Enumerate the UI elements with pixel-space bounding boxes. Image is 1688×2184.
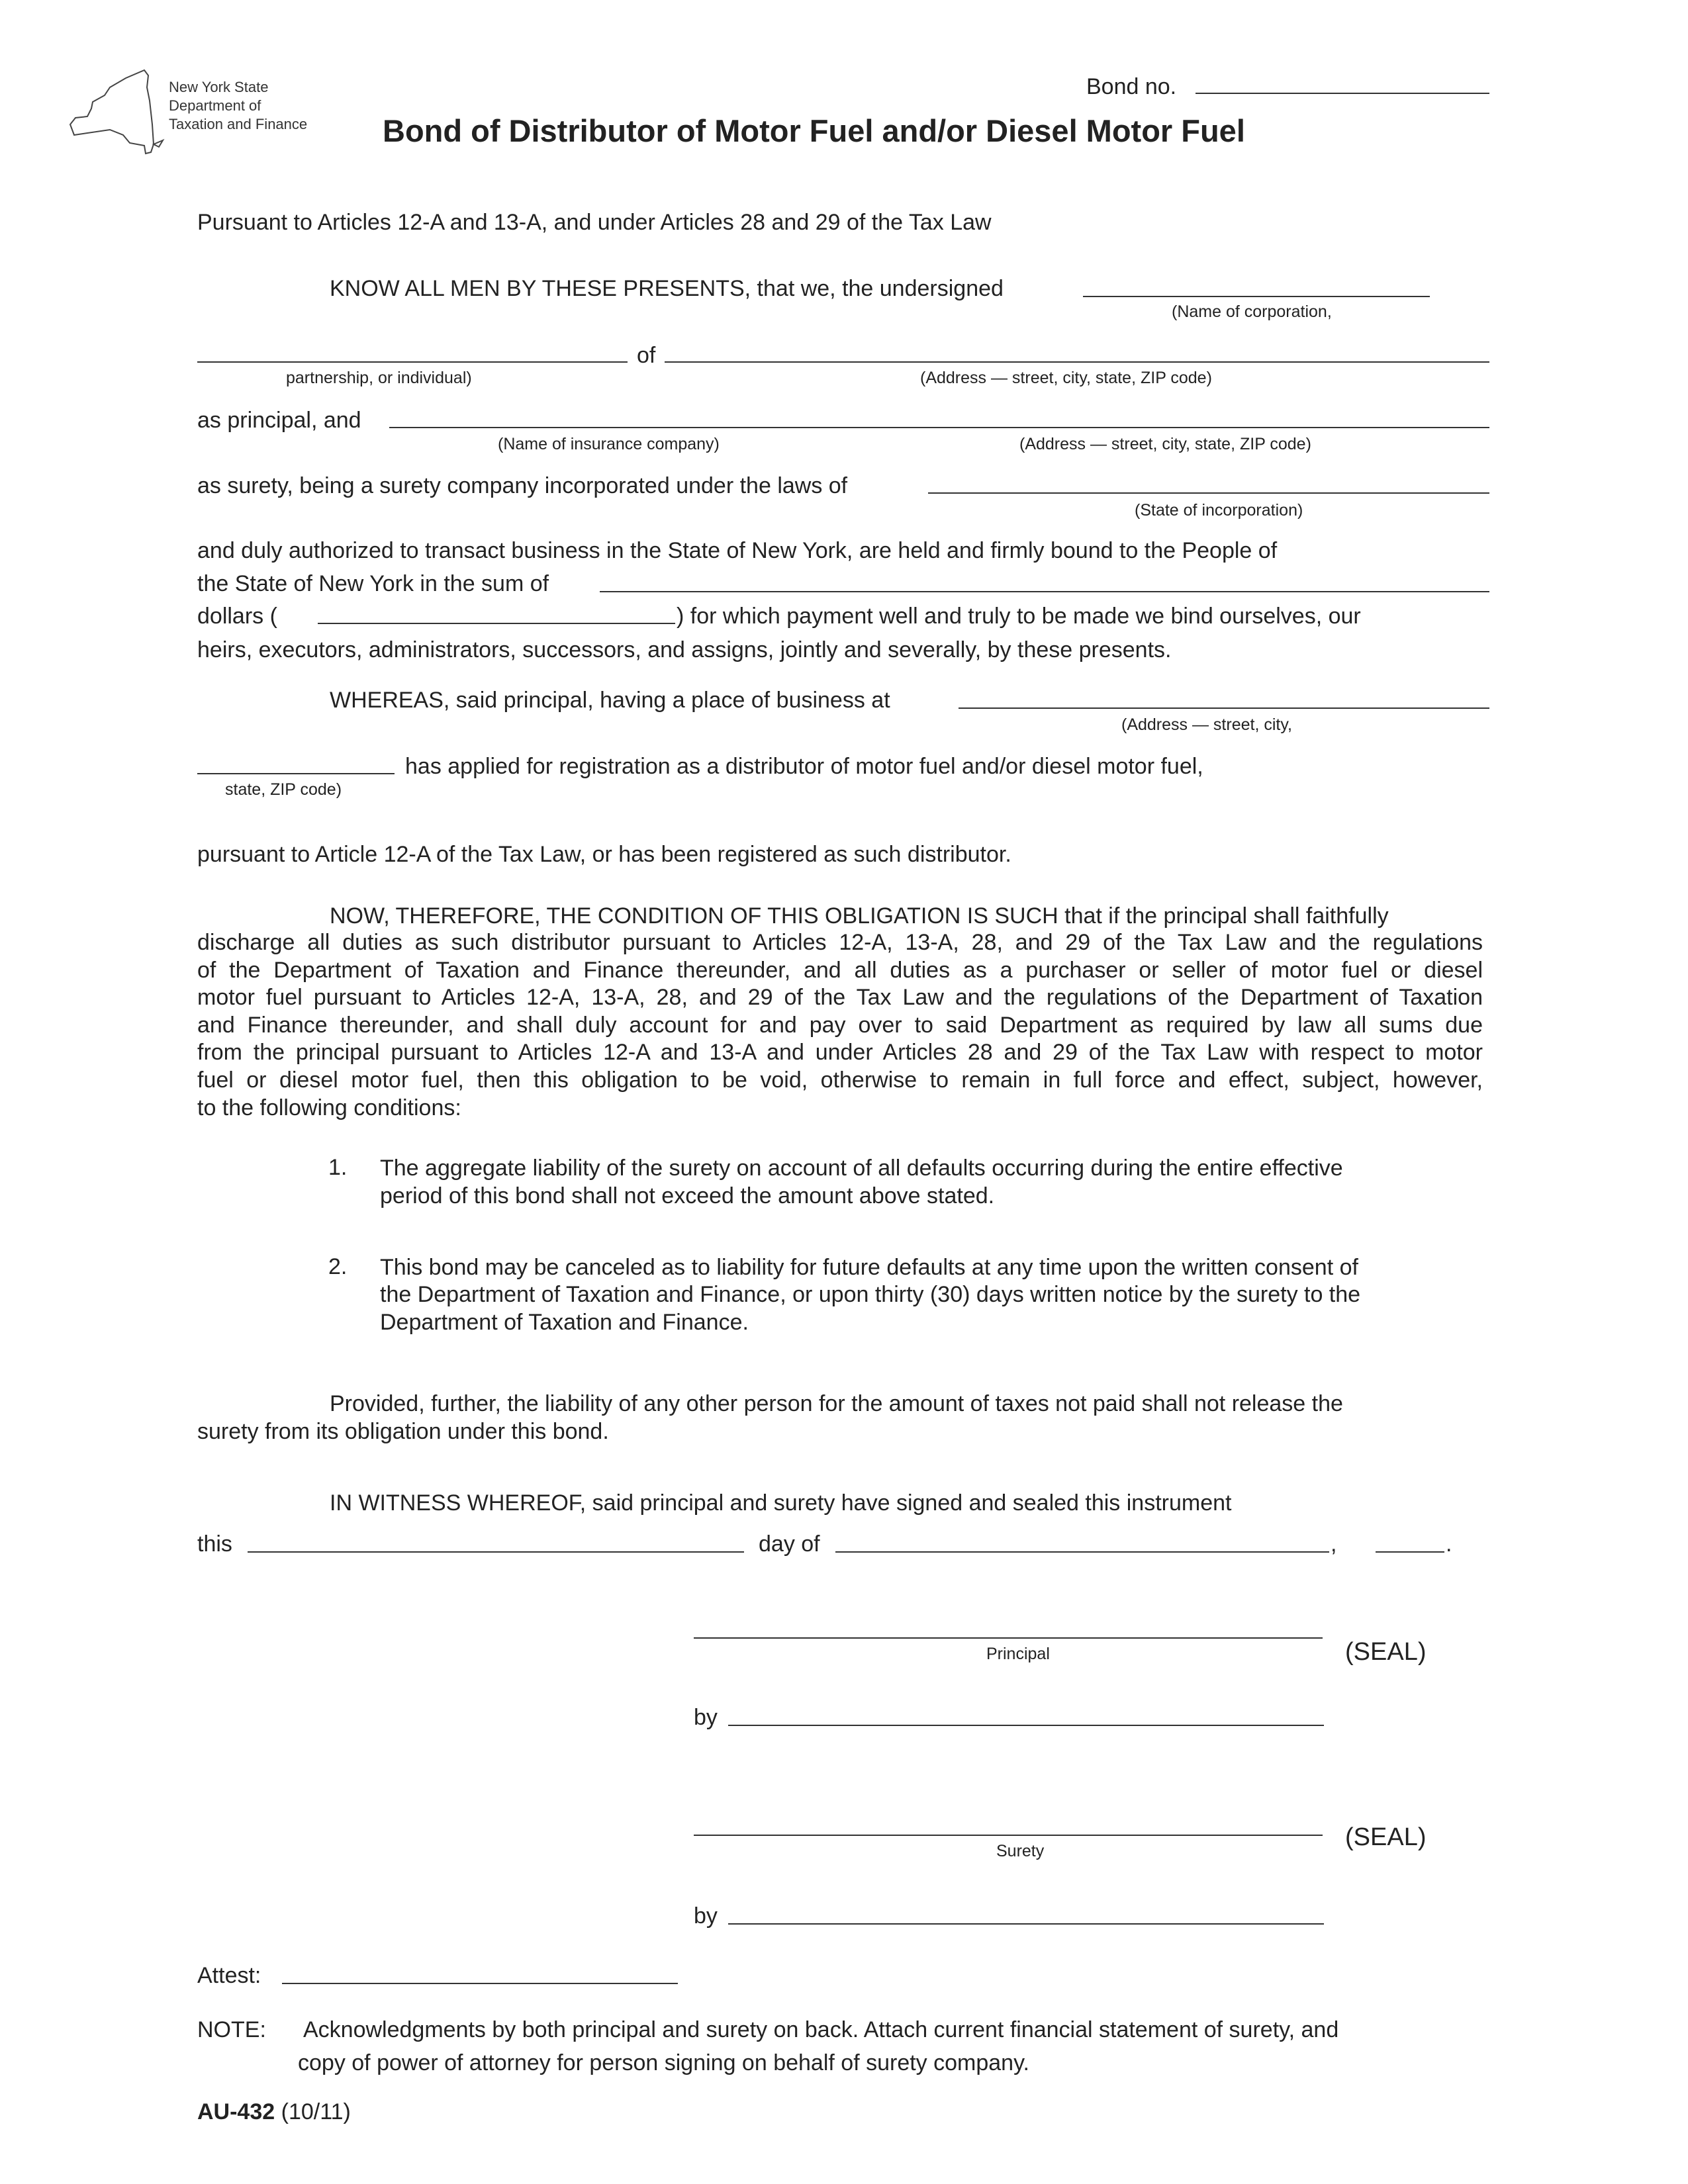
- of-label: of: [637, 343, 656, 368]
- month-field[interactable]: [835, 1551, 1329, 1553]
- sum-of-label: the State of New York in the sum of: [197, 571, 549, 596]
- condition-item-line: Department of Taxation and Finance.: [380, 1310, 749, 1335]
- authorized-text: and duly authorized to transact business in the State of New York, are held and firmly bound to the People of: [197, 538, 1278, 563]
- condition-line: to the following conditions:: [197, 1095, 461, 1120]
- caption-insurance-company: (Name of insurance company): [498, 435, 720, 453]
- caption-partnership: partnership, or individual): [286, 369, 472, 387]
- principal-name-field[interactable]: [1083, 296, 1430, 297]
- witness-text: IN WITNESS WHEREOF, said principal and surety have signed and sealed this instrument: [330, 1490, 1232, 1516]
- attest-label: Attest:: [197, 1963, 261, 1988]
- condition-item-line: period of this bond shall not exceed the amount above stated.: [380, 1183, 995, 1208]
- state-of-incorporation-field[interactable]: [928, 492, 1489, 494]
- bond-no-label: Bond no.: [1086, 74, 1177, 99]
- heirs-text: heirs, executors, administrators, successors, and assigns, jointly and severally, by these presents.: [197, 637, 1172, 662]
- principal-signature-field[interactable]: [694, 1637, 1323, 1639]
- principal-caption: Principal: [986, 1645, 1050, 1663]
- provided-line2: surety from its obligation under this bond.: [197, 1419, 609, 1444]
- sum-amount-figures-field[interactable]: [318, 623, 675, 624]
- whereas-text: WHEREAS, said principal, having a place of business at: [330, 688, 890, 713]
- page-title: Bond of Distributor of Motor Fuel and/or Diesel Motor Fuel: [383, 113, 1245, 148]
- agency-name-line2: Department of: [169, 97, 261, 114]
- applied-text: has applied for registration as a distributor of motor fuel and/or diesel motor fuel,: [405, 754, 1203, 779]
- sum-amount-words-field[interactable]: [600, 591, 1489, 592]
- caption-state-zip: state, ZIP code): [225, 780, 342, 799]
- principal-by-field[interactable]: [728, 1725, 1324, 1726]
- date-period: .: [1446, 1531, 1452, 1557]
- condition-item-line: The aggregate liability of the surety on account of all defaults occurring during the entire effective: [380, 1156, 1343, 1181]
- dollars-open-label: dollars (: [197, 604, 277, 629]
- surety-by-field[interactable]: [728, 1923, 1324, 1925]
- note-label: NOTE:: [197, 2017, 266, 2042]
- dollars-close-text: ) for which payment well and truly to be made we bind ourselves, our: [677, 604, 1361, 629]
- condition-number: 1.: [328, 1155, 348, 1180]
- intro-text: Pursuant to Articles 12-A and 13-A, and under Articles 28 and 29 of the Tax Law: [197, 210, 992, 235]
- know-all-text: KNOW ALL MEN BY THESE PRESENTS, that we, the undersigned: [330, 276, 1004, 301]
- condition-number: 2.: [328, 1254, 348, 1279]
- date-comma: ,: [1331, 1531, 1337, 1557]
- pursuant-text: pursuant to Article 12-A of the Tax Law, or has been registered as such distributor.: [197, 842, 1011, 867]
- caption-principal-address: (Address — street, city, state, ZIP code): [920, 369, 1212, 387]
- note-line1: Acknowledgments by both principal and surety on back. Attach current financial statement of surety, and: [303, 2017, 1339, 2042]
- day-of-label: day of: [759, 1531, 820, 1557]
- caption-business-address: (Address — street, city,: [1121, 715, 1292, 734]
- surety-by-label: by: [694, 1903, 718, 1929]
- caption-surety-address: (Address — street, city, state, ZIP code): [1019, 435, 1311, 453]
- attest-field[interactable]: [282, 1983, 678, 1984]
- form-revision: (10/11): [281, 2099, 351, 2124]
- principal-by-label: by: [694, 1705, 718, 1730]
- condition-line: and Finance thereunder, and shall duly account for and pay over to said Department as required by law all sums due: [197, 1013, 1483, 1038]
- condition-item-line: the Department of Taxation and Finance, or upon thirty (30) days written notice by the surety to the: [380, 1282, 1361, 1307]
- new-york-state-outline-icon: [66, 61, 165, 160]
- nys-logo: [66, 61, 165, 160]
- as-surety-label: as surety, being a surety company incorporated under the laws of: [197, 473, 848, 498]
- condition-line: motor fuel pursuant to Articles 12-A, 13-A, 28, and 29 of the Tax Law and the regulations of the Department of Taxation: [197, 985, 1483, 1010]
- agency-name-line1: New York State: [169, 79, 269, 95]
- bond-no-field[interactable]: [1196, 93, 1489, 94]
- insurance-company-field[interactable]: [389, 427, 1489, 428]
- place-of-business-field-cont[interactable]: [197, 773, 395, 774]
- caption-name-corporation: (Name of corporation,: [1172, 302, 1332, 321]
- this-label: this: [197, 1531, 232, 1557]
- principal-name-field-cont[interactable]: [197, 361, 628, 363]
- day-field[interactable]: [248, 1551, 744, 1553]
- note-line2: copy of power of attorney for person signing on behalf of surety company.: [298, 2050, 1029, 2075]
- condition-line: from the principal pursuant to Articles 12-A and 13-A and under Articles 28 and 29 of the Tax Law with respect to motor: [197, 1040, 1483, 1065]
- surety-seal-label: (SEAL): [1345, 1823, 1427, 1851]
- condition-line: discharge all duties as such distributor pursuant to Articles 12-A, 13-A, 28, and 29 of the Tax Law and the regulations: [197, 930, 1483, 955]
- condition-line: fuel or diesel motor fuel, then this obligation to be void, otherwise to remain in full force and effect, subject, however,: [197, 1068, 1483, 1093]
- condition-line: NOW, THEREFORE, THE CONDITION OF THIS OBLIGATION IS SUCH that if the principal shall faithfully: [330, 903, 1389, 929]
- agency-name-line3: Taxation and Finance: [169, 116, 308, 132]
- provided-line1: Provided, further, the liability of any other person for the amount of taxes not paid shall not release the: [330, 1391, 1343, 1416]
- condition-line: of the Department of Taxation and Finance thereunder, and all duties as a purchaser or seller of motor fuel or diesel: [197, 958, 1483, 983]
- surety-caption: Surety: [996, 1842, 1045, 1860]
- caption-state-of-incorporation: (State of incorporation): [1135, 501, 1303, 520]
- place-of-business-field[interactable]: [959, 707, 1489, 709]
- form-number-code: AU-432: [197, 2099, 275, 2124]
- year-field[interactable]: [1376, 1551, 1444, 1553]
- form-number: [197, 2098, 351, 2126]
- condition-item-line: This bond may be canceled as to liability for future defaults at any time upon the written consent of: [380, 1255, 1358, 1280]
- principal-seal-label: (SEAL): [1345, 1638, 1427, 1666]
- as-principal-label: as principal, and: [197, 408, 361, 433]
- surety-signature-field[interactable]: [694, 1835, 1323, 1836]
- principal-address-field[interactable]: [665, 361, 1489, 363]
